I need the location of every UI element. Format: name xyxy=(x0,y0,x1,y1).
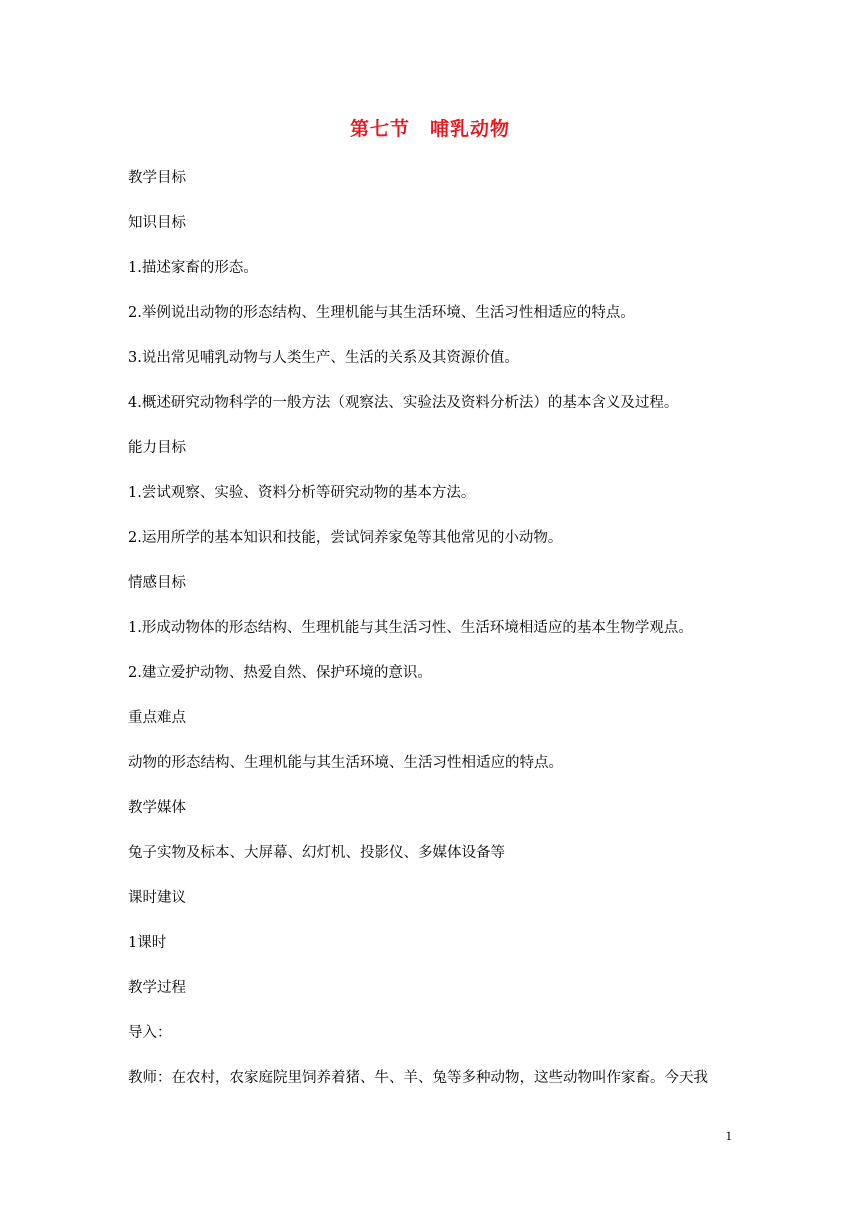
paragraph-line: 动物的形态结构、生理机能与其生活环境、生活习性相适应的特点。 xyxy=(128,755,563,771)
paragraph-line: 导入： xyxy=(128,1025,172,1041)
paragraph-line: 1课时 xyxy=(128,935,167,951)
heading-teaching-goals: 教学目标 xyxy=(128,170,186,186)
paragraph-line: 4.概述研究动物科学的一般方法（观察法、实验法及资料分析法）的基本含义及过程。 xyxy=(128,395,679,411)
page-number: 1 xyxy=(725,1128,732,1143)
paragraph-line: 2.运用所学的基本知识和技能，尝试饲养家兔等其他常见的小动物。 xyxy=(128,530,563,546)
paragraph-line: 1.描述家畜的形态。 xyxy=(128,260,258,276)
page-title: 第七节 哺乳动物 xyxy=(349,118,510,140)
paragraph-line: 1.尝试观察、实验、资料分析等研究动物的基本方法。 xyxy=(128,485,476,501)
paragraph-line: 2.建立爱护动物、热爱自然、保护环境的意识。 xyxy=(128,665,432,681)
paragraph-line: 1.形成动物体的形态结构、生理机能与其生活习性、生活环境相适应的基本生物学观点。 xyxy=(128,620,693,636)
paragraph-line: 兔子实物及标本、大屏幕、幻灯机、投影仪、多媒体设备等 xyxy=(128,845,505,861)
paragraph-line: 3.说出常见哺乳动物与人类生产、生活的关系及其资源价值。 xyxy=(128,350,519,366)
heading-ability-goals: 能力目标 xyxy=(128,440,186,456)
paragraph-line: 教师：在农村，农家庭院里饲养着猪、牛、羊、兔等多种动物，这些动物叫作家畜。今天我 xyxy=(128,1070,708,1086)
paragraph-line: 2.举例说出动物的形态结构、生理机能与其生活环境、生活习性相适应的特点。 xyxy=(128,305,635,321)
heading-emotion-goals: 情感目标 xyxy=(128,575,186,591)
heading-teaching-process: 教学过程 xyxy=(128,980,186,996)
heading-key-points: 重点难点 xyxy=(128,710,186,726)
heading-knowledge-goals: 知识目标 xyxy=(128,215,186,231)
heading-class-hours: 课时建议 xyxy=(128,890,186,906)
heading-teaching-media: 教学媒体 xyxy=(128,800,186,816)
